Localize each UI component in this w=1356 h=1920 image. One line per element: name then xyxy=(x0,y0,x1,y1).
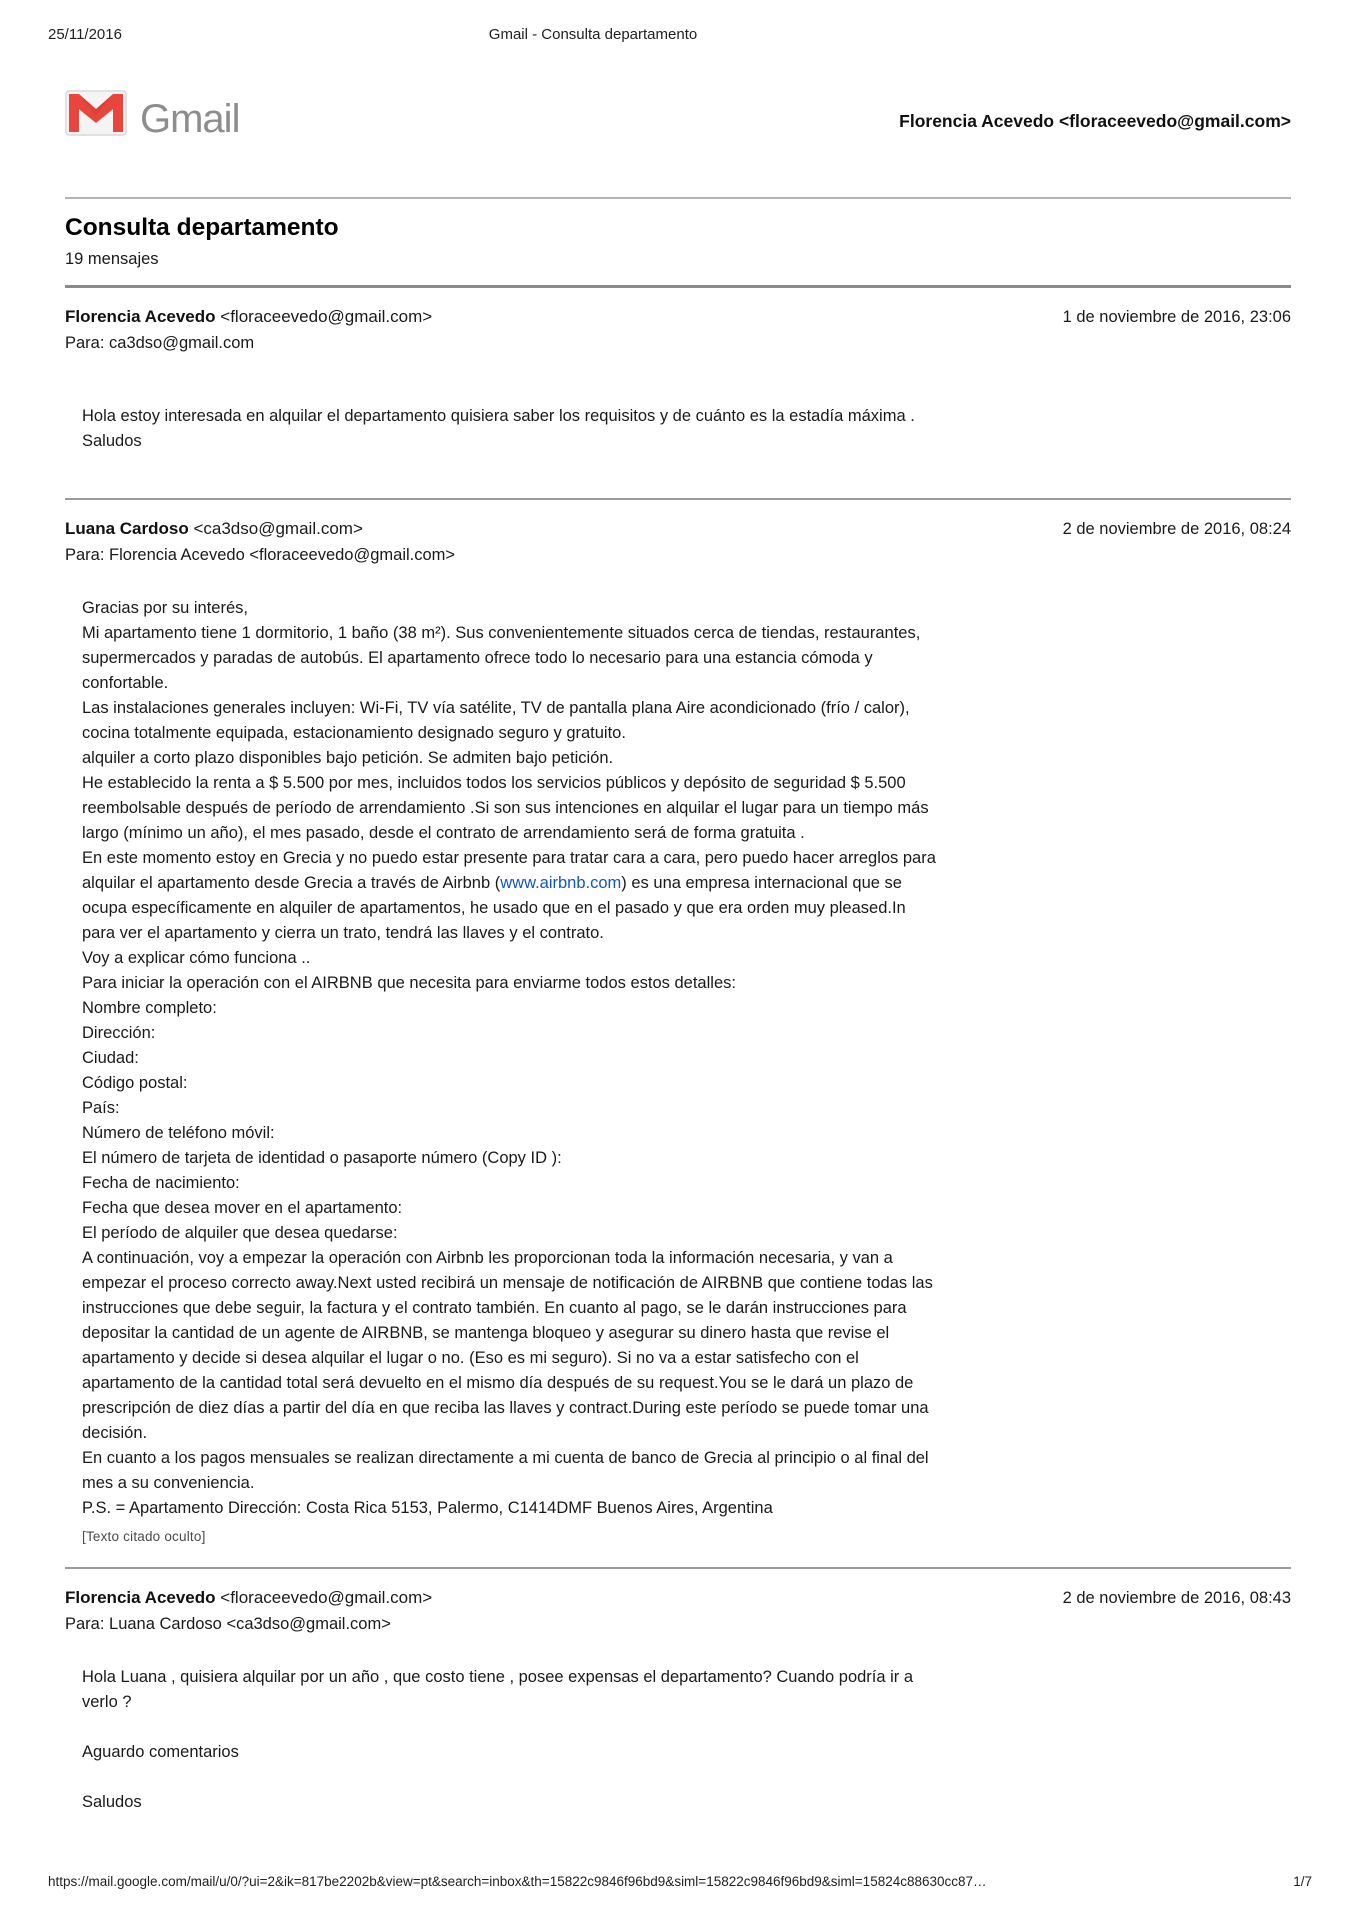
gmail-wordmark: Gmail xyxy=(140,97,240,142)
message-body-line: Saludos xyxy=(82,432,142,450)
message-recipient: Para: Florencia Acevedo <floraceevedo@gmail.com> xyxy=(65,546,456,564)
page-number: 1/7 xyxy=(1293,1874,1312,1889)
message-body-line: ocupa específicamente en alquiler de apartamentos, he usado que en el pasado y que era orden muy pleased.In xyxy=(82,899,906,917)
message-body-line: El número de tarjeta de identidad o pasaporte número (Copy ID ): xyxy=(82,1149,562,1167)
message-body-line: Fecha que desea mover en el apartamento: xyxy=(82,1199,403,1217)
message-date: 2 de noviembre de 2016, 08:24 xyxy=(1062,520,1291,538)
thread-subject: Consulta departamento xyxy=(65,214,339,241)
email-message xyxy=(65,288,1291,498)
message-body-line: Gracias por su interés, xyxy=(82,599,248,617)
message-header xyxy=(65,306,1291,328)
message-body-line: Hola Luana , quisiera alquilar por un año , que costo tiene , posee expensas el departamento? Cuando podría ir a xyxy=(82,1668,914,1686)
message-body-line: Hola estoy interesada en alquilar el departamento quisiera saber los requisitos y de cuánto es la estadía máxima . xyxy=(82,407,915,425)
print-page-title: Gmail - Consulta departamento xyxy=(488,26,698,43)
message-body-line xyxy=(82,1765,1252,1790)
message-body-line: para ver el apartamento y cierra un trato, tendrá las llaves y el contrato. xyxy=(82,924,604,942)
message-body-line xyxy=(82,1715,1252,1740)
message-body-line: Para iniciar la operación con el AIRBNB que necesita para enviarme todos estos detalles: xyxy=(82,974,736,992)
message-body-line: Aguardo comentarios xyxy=(82,1743,239,1761)
message-body-line: Dirección: xyxy=(82,1024,156,1042)
message-body-line: En cuanto a los pagos mensuales se realizan directamente a mi cuenta de banco de Grecia al principio o al final del xyxy=(82,1449,929,1467)
message-body xyxy=(82,596,1252,1521)
sender-email: <floraceevedo@gmail.com> xyxy=(215,307,433,326)
body-text: ) es una empresa internacional que se xyxy=(621,874,902,892)
message-body-line: alquiler a corto plazo disponibles bajo petición. Se admiten bajo petición. xyxy=(82,749,614,767)
message-body-line: cocina totalmente equipada, estacionamiento designado seguro y gratuito. xyxy=(82,724,626,742)
thread-message-count: 19 mensajes xyxy=(65,250,159,268)
message-body-line: Mi apartamento tiene 1 dormitorio, 1 baño (38 m²). Sus convenientemente situados cerca de tiendas, restaurantes, xyxy=(82,624,921,642)
gmail-envelope-icon xyxy=(65,90,127,136)
message-date: 1 de noviembre de 2016, 23:06 xyxy=(1062,308,1291,326)
message-body-line: El período de alquiler que desea quedarse: xyxy=(82,1224,398,1242)
message-body-line: He establecido la renta a $ 5.500 por mes, incluidos todos los servicios públicos y depósito de seguridad $ 5.500 xyxy=(82,774,906,792)
email-message xyxy=(65,1567,1291,1815)
message-body-line: En este momento estoy en Grecia y no puedo estar presente para tratar cara a cara, pero puedo hacer arreglos para xyxy=(82,849,936,867)
message-header xyxy=(65,518,1291,540)
gmail-header-row xyxy=(65,88,1291,142)
account-owner: Florencia Acevedo <floraceevedo@gmail.com> xyxy=(899,111,1291,131)
message-from xyxy=(65,1587,432,1609)
sender-name: Florencia Acevedo xyxy=(65,307,216,326)
message-body-line: Saludos xyxy=(82,1793,142,1811)
message-body-line: prescripción de diez días a partir del día en que reciba las llaves y contract.During este período se puede tomar una xyxy=(82,1399,929,1417)
message-body-line: decisión. xyxy=(82,1424,148,1442)
message-recipient: Para: ca3dso@gmail.com xyxy=(65,334,255,352)
print-footer xyxy=(48,1874,1312,1889)
message-from xyxy=(65,306,432,328)
message-body-line: Ciudad: xyxy=(82,1049,139,1067)
message-body-line: reembolsable después de período de arrendamiento .Si son sus intenciones en alquilar el lugar para un tiempo más xyxy=(82,799,929,817)
sender-name: Florencia Acevedo xyxy=(65,1588,216,1607)
message-body xyxy=(82,404,1252,454)
message-body-line: empezar el proceso correcto away.Next usted recibirá un mensaje de notificación de AIRBNB que contiene todas las xyxy=(82,1274,933,1292)
print-date: 25/11/2016 xyxy=(48,26,122,43)
body-text: alquilar el apartamento desde Grecia a través de Airbnb ( xyxy=(82,874,501,892)
message-body-line: verlo ? xyxy=(82,1693,132,1711)
source-url: https://mail.google.com/mail/u/0/?ui=2&ik=817be2202b&view=pt&search=inbox&th=15822c9846f96bd9&siml=15822c9846f96bd9&siml=15824c88630cc87… xyxy=(48,1874,987,1889)
message-body-line: Nombre completo: xyxy=(82,999,217,1017)
message-body-line: Voy a explicar cómo funciona .. xyxy=(82,949,311,967)
message-list xyxy=(65,288,1291,1815)
message-body-line: mes a su conveniencia. xyxy=(82,1474,255,1492)
message-header xyxy=(65,1587,1291,1609)
sender-email: <floraceevedo@gmail.com> xyxy=(215,1588,433,1607)
message-body-line: País: xyxy=(82,1099,120,1117)
message-body-line: A continuación, voy a empezar la operación con Airbnb les proporcionan toda la información necesaria, y van a xyxy=(82,1249,893,1267)
message-body xyxy=(82,1665,1252,1815)
sender-name: Luana Cardoso xyxy=(65,519,189,538)
message-date: 2 de noviembre de 2016, 08:43 xyxy=(1062,1589,1291,1607)
message-body-line: Código postal: xyxy=(82,1074,188,1092)
message-body-line: supermercados y paradas de autobús. El apartamento ofrece todo lo necesario para una estancia cómoda y xyxy=(82,649,873,667)
email-printout xyxy=(65,0,1291,1815)
message-body-line: Fecha de nacimiento: xyxy=(82,1174,240,1192)
message-recipient: Para: Luana Cardoso <ca3dso@gmail.com> xyxy=(65,1615,391,1633)
message-body-line: depositar la cantidad de un agente de AIRBNB, se mantenga bloqueo y asegurar su dinero hasta que revise el xyxy=(82,1324,890,1342)
gmail-logo xyxy=(65,90,240,142)
message-body-line: apartamento y decide si desea alquilar el lugar o no. (Eso es mi seguro). Si no va a estar satisfecho con el xyxy=(82,1349,859,1367)
message-body-line: P.S. = Apartamento Dirección: Costa Rica 5153, Palermo, C1414DMF Buenos Aires, Argentina xyxy=(82,1499,773,1517)
quoted-text-note: [Texto citado oculto] xyxy=(82,1529,206,1544)
message-body-line xyxy=(82,871,1252,896)
message-body-line: Las instalaciones generales incluyen: Wi-Fi, TV vía satélite, TV de pantalla plana Aire acondicionado (frío / calor), xyxy=(82,699,910,717)
email-message xyxy=(65,498,1291,1567)
message-from xyxy=(65,518,363,540)
message-body-line: Número de teléfono móvil: xyxy=(82,1124,275,1142)
sender-email: <ca3dso@gmail.com> xyxy=(188,519,363,538)
message-body-line: apartamento de la cantidad total será devuelto en el mismo día después de su request.You se le dará un plazo de xyxy=(82,1374,914,1392)
airbnb-link[interactable]: www.airbnb.com xyxy=(500,874,622,892)
header-divider xyxy=(65,197,1291,199)
message-body-line: largo (mínimo un año), el mes pasado, desde el contrato de arrendamiento será de forma gratuita . xyxy=(82,824,805,842)
message-body-line: instrucciones que debe seguir, la factura y el contrato también. En cuanto al pago, se le darán instrucciones para xyxy=(82,1299,907,1317)
message-body-line: confortable. xyxy=(82,674,169,692)
